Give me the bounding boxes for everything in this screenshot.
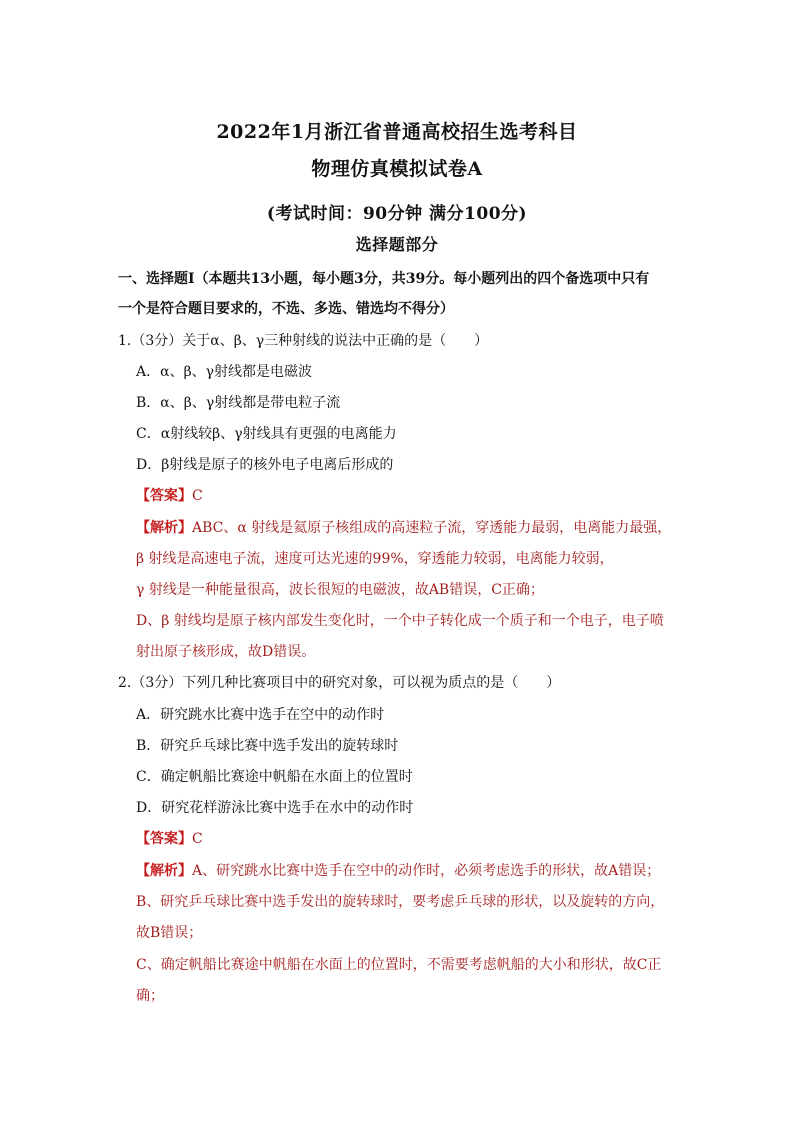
exam-title-line1: 2022年1月浙江省普通高校招生选考科目	[216, 121, 578, 143]
q2-answer	[136, 829, 706, 849]
q1-analysis-line1	[136, 518, 706, 538]
q1-analysis-line4: D、β 射线均是原子核内部发生变化时，一个中子转化成一个质子和一个电子，电子喷	[136, 613, 664, 629]
q2-stem: 2.（3分）下列几种比赛项目中的研究对象，可以视为质点的是（ ）	[118, 675, 561, 691]
q2-option-c: C．确定帆船比赛途中帆船在水面上的位置时	[136, 769, 413, 785]
section-intro-line2: 一个是符合题目要求的，不选、多选、错选均不得分）	[118, 301, 454, 317]
q2-option-d: D．研究花样游泳比赛中选手在水中的动作时	[136, 800, 414, 816]
q2-analysis-line3: 故B错误；	[136, 925, 203, 941]
q2-analysis-line1	[136, 861, 706, 881]
section-intro-line1: 一、选择题Ⅰ（本题共13小题，每小题3分，共39分。每小题列出的四个备选项中只有	[118, 271, 650, 287]
q2-option-a: A．研究跳水比赛中选手在空中的动作时	[136, 707, 385, 723]
exam-title-line2: 物理仿真模拟试卷A	[311, 158, 483, 180]
q2-analysis-text1: A、研究跳水比赛中选手在空中的动作时，必须考虑选手的形状，故A错误；	[192, 863, 661, 879]
q1-option-d: D．β射线是原子的核外电子电离后形成的	[136, 457, 394, 473]
section-title: 选择题部分	[355, 235, 439, 254]
exam-info: (考试时间：90分钟 满分100分)	[266, 204, 528, 224]
q1-answer-value: C	[192, 488, 203, 504]
q2-option-b: B．研究乒乓球比赛中选手发出的旋转球时	[136, 738, 399, 754]
q2-analysis-label: 【解析】	[136, 863, 192, 879]
q1-option-a: A．α、β、γ射线都是电磁波	[136, 364, 313, 380]
q1-answer-label: 【答案】	[136, 488, 192, 504]
q1-stem: 1.（3分）关于α、β、γ三种射线的说法中正确的是（ ）	[118, 333, 489, 349]
q2-analysis-line4: C、确定帆船比赛途中帆船在水面上的位置时，不需要考虑帆船的大小和形状，故C正	[136, 957, 662, 973]
q1-analysis-line2: β 射线是高速电子流，速度可达光速的99%，穿透能力较弱，电离能力较弱，	[136, 551, 614, 567]
q1-option-c: C．α射线较β、γ射线具有更强的电离能力	[136, 426, 397, 442]
q2-answer-value: C	[192, 831, 203, 847]
q2-answer-label: 【答案】	[136, 831, 192, 847]
q1-answer	[136, 486, 706, 506]
q1-analysis-label: 【解析】	[136, 520, 192, 536]
q1-analysis-text1: ABC、α 射线是氦原子核组成的高速粒子流，穿透能力最弱，电离能力最强，	[192, 520, 672, 536]
q1-analysis-line5: 射出原子核形成，故D错误。	[136, 644, 316, 660]
q2-analysis-line2: B、研究乒乓球比赛中选手发出的旋转球时，要考虑乒乓球的形状，以及旋转的方向，	[136, 894, 665, 910]
q1-analysis-line3: γ 射线是一种能量很高，波长很短的电磁波，故AB错误，C正确；	[136, 582, 544, 598]
q2-analysis-line5: 确；	[136, 988, 164, 1004]
q1-option-b: B．α、β、γ射线都是带电粒子流	[136, 395, 341, 411]
